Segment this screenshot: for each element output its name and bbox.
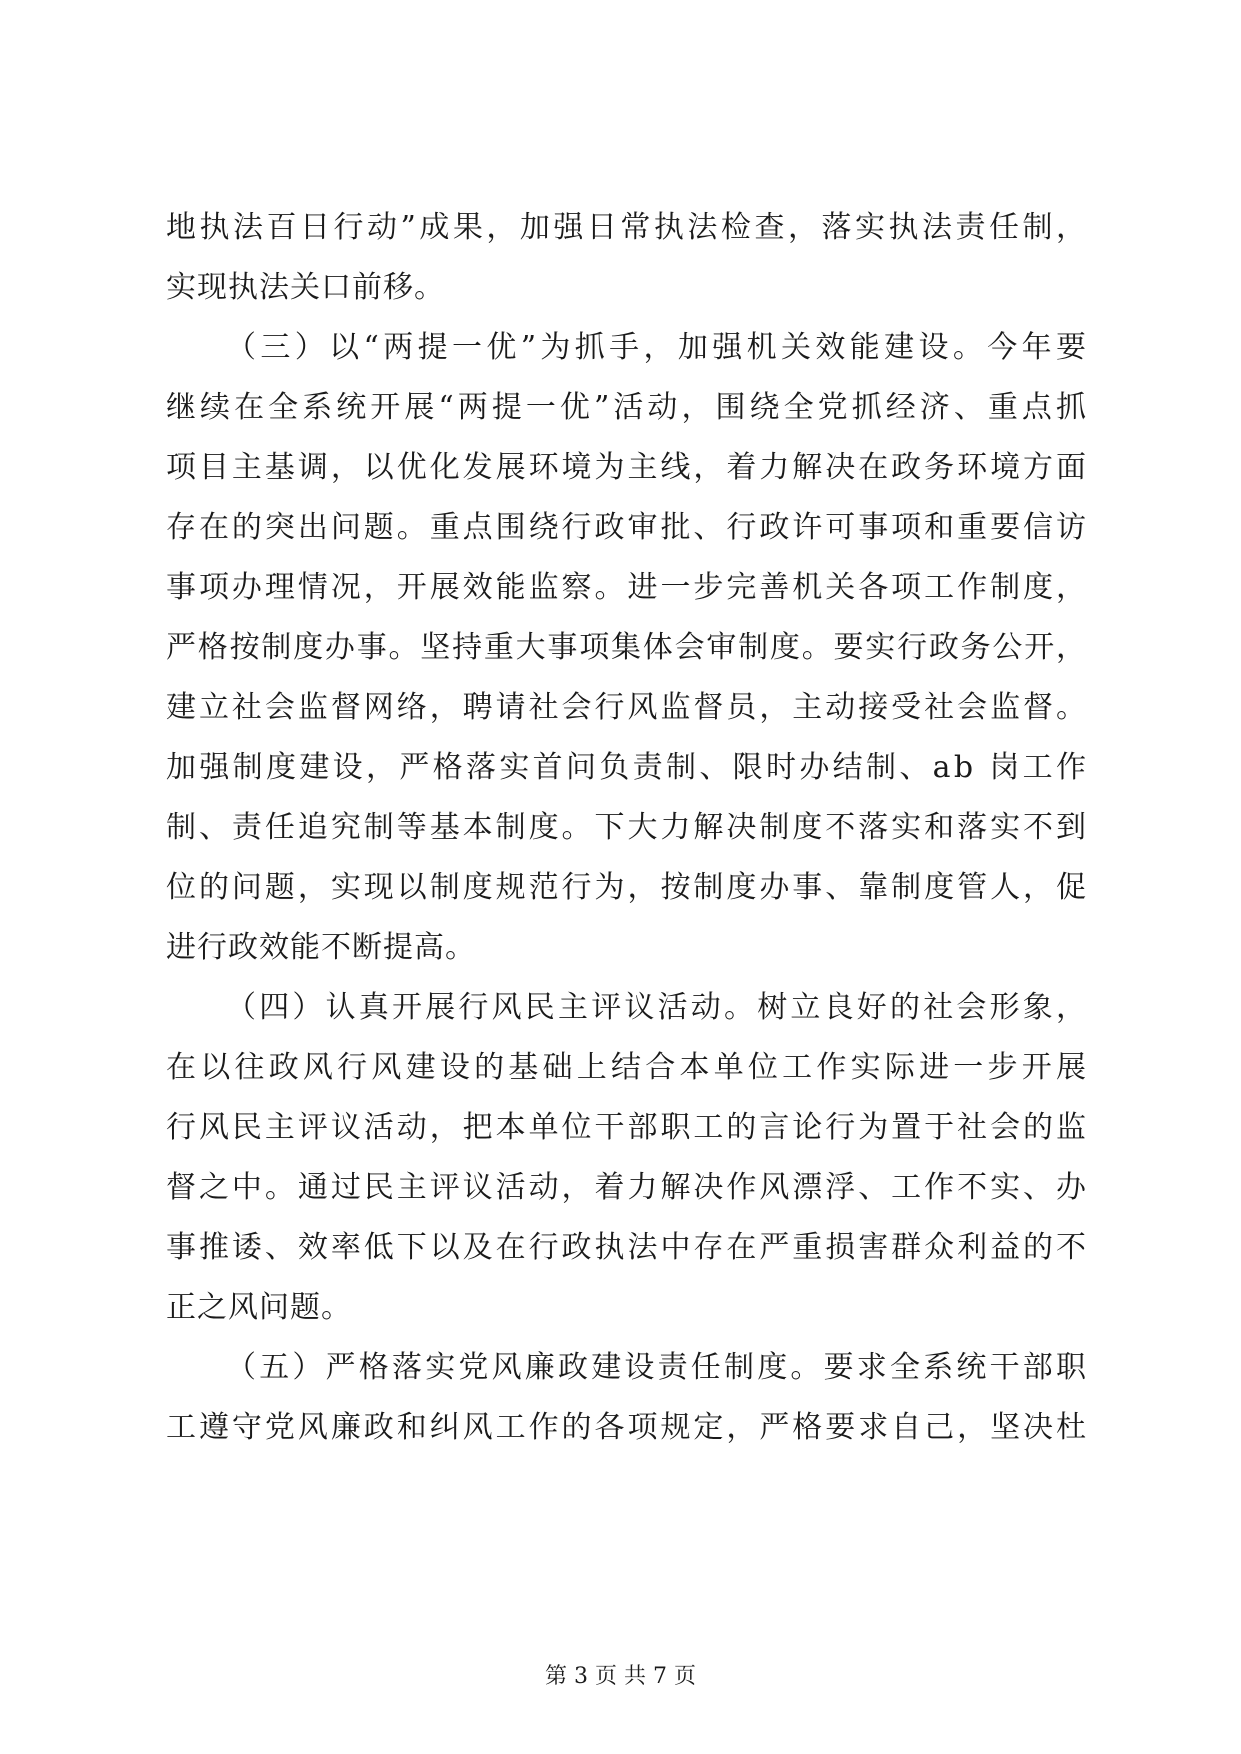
text-line <box>166 1158 1089 1218</box>
text-line <box>166 918 1086 978</box>
text-line-content: 事推诿、效率低下以及在行政执法中存在严重损害群众利益的不 <box>166 1230 1089 1265</box>
text-line-indented <box>166 1338 1090 1398</box>
text-line-content: 督之中。通过民主评议活动，着力解决作风漂浮、工作不实、办 <box>166 1170 1089 1205</box>
text-line-content: （四）认真开展行风民主评议活动。树立良好的社会形象， <box>226 990 1090 1025</box>
page-number-label: 第 3 页 共 7 页 <box>545 1664 696 1689</box>
text-line-content: 制、责任追究制等基本制度。下大力解决制度不落实和落实不到 <box>166 810 1089 845</box>
text-line <box>166 258 1086 318</box>
text-line-content: 加强制度建设，严格落实首问负责制、限时办结制、ab 岗工作 <box>166 750 1090 785</box>
text-line-content: 在以往政风行风建设的基础上结合本单位工作实际进一步开展 <box>166 1050 1091 1085</box>
text-line-content: 实现执法关口前移。 <box>166 270 445 305</box>
document-body <box>166 198 1091 1458</box>
text-line-content: 严格按制度办事。坚持重大事项集体会审制度。要实行政务公开， <box>166 630 1088 665</box>
text-line-content: 事项办理情况，开展效能监察。进一步完善机关各项工作制度， <box>166 570 1089 605</box>
text-line <box>166 378 1091 438</box>
text-line-content: 建立社会监督网络，聘请社会行风监督员，主动接受社会监督。 <box>166 690 1089 725</box>
text-line <box>166 798 1089 858</box>
text-line <box>166 618 1086 678</box>
text-line-indented <box>166 318 1091 378</box>
page-footer <box>0 1662 1241 1692</box>
text-line-indented <box>166 978 1090 1038</box>
text-line <box>166 198 1090 258</box>
text-line-content: （五）严格落实党风廉政建设责任制度。要求全系统干部职 <box>226 1350 1090 1385</box>
text-line <box>166 558 1089 618</box>
text-line-content: 工遵守党风廉政和纠风工作的各项规定，严格要求自己，坚决杜 <box>166 1410 1089 1445</box>
text-line <box>166 438 1089 498</box>
text-line <box>166 858 1089 918</box>
text-line <box>166 498 1089 558</box>
text-line-content: 行风民主评议活动，把本单位干部职工的言论行为置于社会的监 <box>166 1110 1089 1145</box>
text-line <box>166 1218 1089 1278</box>
text-line <box>166 1398 1089 1458</box>
text-line-content: 正之风问题。 <box>166 1290 352 1325</box>
text-line <box>166 738 1090 798</box>
text-line-content: 地执法百日行动”成果，加强日常执法检查，落实执法责任制， <box>166 210 1090 245</box>
text-line <box>166 1098 1089 1158</box>
text-line-content: 项目主基调，以优化发展环境为主线，着力解决在政务环境方面 <box>166 450 1089 485</box>
text-line-content: 继续在全系统开展“两提一优”活动，围绕全党抓经济、重点抓 <box>166 390 1091 425</box>
text-line <box>166 678 1089 738</box>
text-line-content: 存在的突出问题。重点围绕行政审批、行政许可事项和重要信访 <box>166 510 1089 545</box>
text-line-content: （三）以“两提一优”为抓手，加强机关效能建设。今年要 <box>226 330 1091 365</box>
text-line-content: 进行政效能不断提高。 <box>166 930 476 965</box>
text-line <box>166 1278 1086 1338</box>
text-line-content: 位的问题，实现以制度规范行为，按制度办事、靠制度管人，促 <box>166 870 1089 905</box>
text-line <box>166 1038 1091 1098</box>
